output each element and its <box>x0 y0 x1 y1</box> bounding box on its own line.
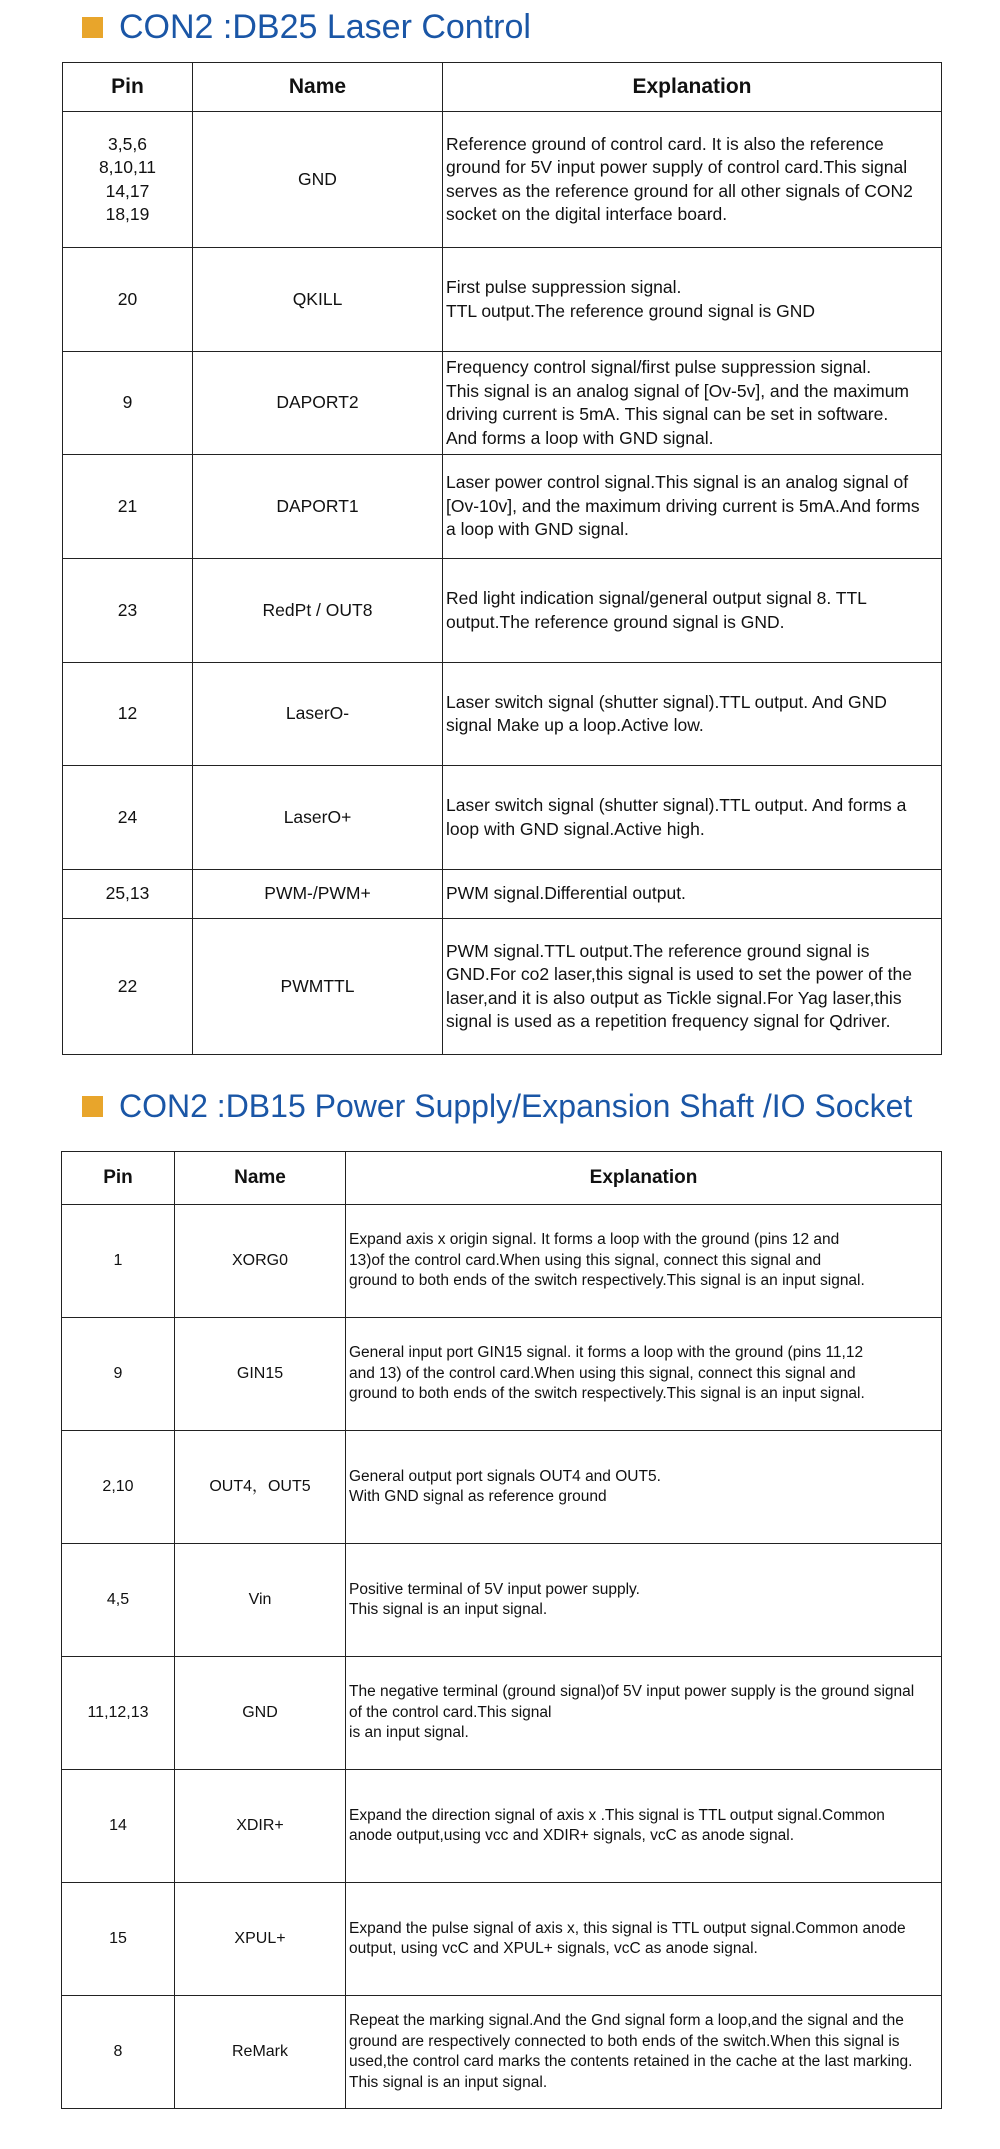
explanation-cell: Expand the pulse signal of axis x, this signal is TTL output signal.Common anode output, using vcC and XPUL+ signals, vcC as anode signal. <box>346 1883 942 1996</box>
db25-pin-table <box>62 62 942 1055</box>
explanation-cell: General output port signals OUT4 and OUT5. With GND signal as reference ground <box>346 1431 942 1544</box>
pin-cell: 20 <box>63 248 193 352</box>
pin-cell: 9 <box>63 352 193 455</box>
explanation-cell: Red light indication signal/general output signal 8. TTL output.The reference ground signal is GND. <box>443 559 942 663</box>
signal-name-cell: ReMark <box>175 1996 346 2109</box>
pin-cell: 22 <box>63 919 193 1055</box>
section-title-text: CON2 :DB15 Power Supply/Expansion Shaft /IO Socket <box>119 1088 913 1124</box>
pin-cell: 2,10 <box>62 1431 175 1544</box>
explanation-cell: The negative terminal (ground signal)of 5V input power supply is the ground signal of the control card.This signal is an input signal. <box>346 1657 942 1770</box>
explanation-cell: Laser power control signal.This signal is an analog signal of [Ov-10v], and the maximum driving current is 5mA.And forms a loop with GND signal. <box>443 455 942 559</box>
signal-name-cell: PWM-/PWM+ <box>193 870 443 919</box>
section-title-db25 <box>82 10 531 44</box>
table-row <box>63 248 942 352</box>
pin-cell: 21 <box>63 455 193 559</box>
table-row <box>63 112 942 248</box>
explanation-cell: Repeat the marking signal.And the Gnd signal form a loop,and the signal and the ground are respectively connected to both ends of the switch.When this signal is used,the control card marks the contents retained in the cache at the last marking. This signal is an input signal. <box>346 1996 942 2109</box>
pin-cell: 4,5 <box>62 1544 175 1657</box>
signal-name-cell: GND <box>175 1657 346 1770</box>
pin-cell: 23 <box>63 559 193 663</box>
square-bullet-icon <box>82 17 103 38</box>
signal-name-cell: DAPORT1 <box>193 455 443 559</box>
table-row <box>63 559 942 663</box>
pin-cell: 25,13 <box>63 870 193 919</box>
pin-cell: 8 <box>62 1996 175 2109</box>
signal-name-cell: QKILL <box>193 248 443 352</box>
signal-name-cell: XDIR+ <box>175 1770 346 1883</box>
explanation-cell: General input port GIN15 signal. it forms a loop with the ground (pins 11,12 and 13) of the control card.When using this signal, connect this signal and ground to both ends of the switch respectively.This signal is an input signal. <box>346 1318 942 1431</box>
signal-name-cell: LaserO+ <box>193 766 443 870</box>
explanation-cell: Positive terminal of 5V input power supply. This signal is an input signal. <box>346 1544 942 1657</box>
pin-cell: 12 <box>63 663 193 766</box>
table-header-row <box>63 63 942 112</box>
table-header-row <box>62 1152 942 1205</box>
explanation-cell: Frequency control signal/first pulse suppression signal. This signal is an analog signal of [Ov-5v], and the maximum driving current is 5mA. This signal can be set in software. And forms a loop with GND signal. <box>443 352 942 455</box>
explanation-cell: PWM signal.Differential output. <box>443 870 942 919</box>
header-explanation: Explanation <box>346 1152 942 1205</box>
signal-name-cell: RedPt / OUT8 <box>193 559 443 663</box>
signal-name-cell: PWMTTL <box>193 919 443 1055</box>
table-row <box>62 1318 942 1431</box>
table-row <box>63 919 942 1055</box>
header-name: Name <box>175 1152 346 1205</box>
table-row <box>62 1883 942 1996</box>
signal-name-cell: OUT4，OUT5 <box>175 1431 346 1544</box>
table-row <box>63 870 942 919</box>
table-row <box>63 766 942 870</box>
signal-name-cell: XPUL+ <box>175 1883 346 1996</box>
table-row <box>62 1770 942 1883</box>
header-pin: Pin <box>62 1152 175 1205</box>
table-row <box>62 1544 942 1657</box>
table-row <box>63 352 942 455</box>
pin-cell: 15 <box>62 1883 175 1996</box>
header-name: Name <box>193 63 443 112</box>
table-row <box>62 1431 942 1544</box>
pin-cell: 3,5,6 8,10,11 14,17 18,19 <box>63 112 193 248</box>
db15-pin-table <box>61 1151 942 2109</box>
explanation-cell: Expand axis x origin signal. It forms a loop with the ground (pins 12 and 13)of the control card.When using this signal, connect this signal and ground to both ends of the switch respectively.This signal is an input signal. <box>346 1205 942 1318</box>
table-row <box>62 1657 942 1770</box>
table-row <box>62 1996 942 2109</box>
section-title-db15 <box>82 1090 912 1122</box>
table-row <box>63 455 942 559</box>
pin-cell: 1 <box>62 1205 175 1318</box>
explanation-cell: Laser switch signal (shutter signal).TTL output. And forms a loop with GND signal.Active high. <box>443 766 942 870</box>
section-title-text: CON2 :DB25 Laser Control <box>119 8 531 46</box>
header-explanation: Explanation <box>443 63 942 112</box>
signal-name-cell: LaserO- <box>193 663 443 766</box>
pin-cell: 9 <box>62 1318 175 1431</box>
explanation-cell: Laser switch signal (shutter signal).TTL output. And GND signal Make up a loop.Active low. <box>443 663 942 766</box>
pin-cell: 11,12,13 <box>62 1657 175 1770</box>
pin-cell: 14 <box>62 1770 175 1883</box>
header-pin: Pin <box>63 63 193 112</box>
signal-name-cell: Vin <box>175 1544 346 1657</box>
signal-name-cell: XORG0 <box>175 1205 346 1318</box>
explanation-cell: Expand the direction signal of axis x .This signal is TTL output signal.Common anode output,using vcc and XDIR+ signals, vcC as anode signal. <box>346 1770 942 1883</box>
signal-name-cell: GIN15 <box>175 1318 346 1431</box>
table-row <box>63 663 942 766</box>
signal-name-cell: DAPORT2 <box>193 352 443 455</box>
square-bullet-icon <box>82 1096 103 1117</box>
table-row <box>62 1205 942 1318</box>
explanation-cell: Reference ground of control card. It is also the reference ground for 5V input power supply of control card.This signal serves as the reference ground for all other signals of CON2 socket on the digital interface board. <box>443 112 942 248</box>
signal-name-cell: GND <box>193 112 443 248</box>
pin-cell: 24 <box>63 766 193 870</box>
explanation-cell: First pulse suppression signal. TTL output.The reference ground signal is GND <box>443 248 942 352</box>
explanation-cell: PWM signal.TTL output.The reference ground signal is GND.For co2 laser,this signal is used to set the power of the laser,and it is also output as Tickle signal.For Yag laser,this signal is used as a repetition frequency signal for Qdriver. <box>443 919 942 1055</box>
